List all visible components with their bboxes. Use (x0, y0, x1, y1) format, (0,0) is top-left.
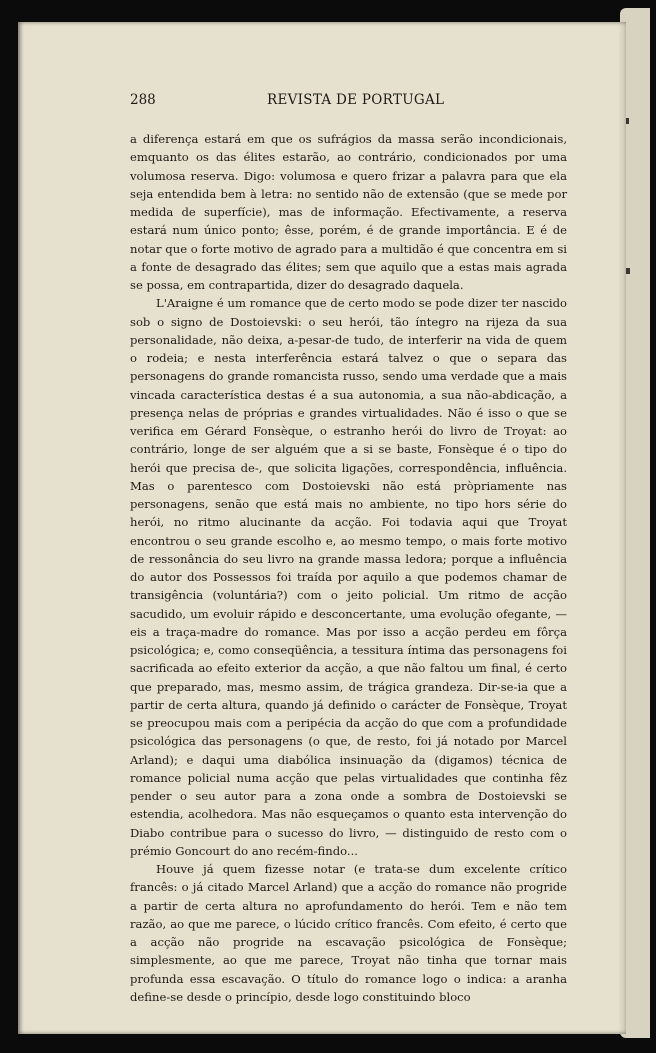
paragraph-2: L'Araigne é um romance que de certo modo se pode dizer ter nascido sob o signo de Dostoievski: o seu herói, tão íntegro na rijeza da sua personalidade, não deixa, a-pesar-de tudo, de interferir na vida de quem o rodeia; e nesta interferência estará talvez o que o separa das personagens do grande romancista russo, sendo uma verdade que a mais vincada característica destas é a sua autonomia, a sua não-abdicação, a presença nelas de próprias e grandes virtualidades. Não é isso o que se verifica em Gérard Fonsèque, o estranho herói do livro de Troyat: ao contrário, longe de ser alguém que a si se baste, Fonsèque é o tipo do herói que precisa de-, que solicita ligações, correspondência, influência. Mas o parentesco com Dostoievski não está pròpriamente nas personagens, senão que está mais no ambiente, no tipo hors série do herói, no ritmo alucinante da acção. Foi todavia aqui que Troyat encontrou o seu grande escolho e, ao mesmo tempo, o mais forte motivo de ressonância do seu livro na grande massa ledora; porque a influência do autor dos Possessos foi traída por aquilo a que podemos chamar de transigência (voluntária?) com o jeito policial. Um ritmo de acção sacudido, um evoluir rápido e desconcertante, uma evolução ofegante, — eis a traça-madre do romance. Mas por isso a acção perdeu em fôrça psicológica; e, como conseqüência, a tessitura íntima das personagens foi sacrificada ao efeito exterior da acção, a que não faltou um final, é certo que preparado, mas, mesmo assim, de trágica grandeza. Dir-se-ia que a partir de certa altura, quando já definido o carácter de Fonsèque, Troyat se preocupou mais com a peripécia da acção do que com a profundidade psicológica das personagens (o que, de resto, foi já notado por Marcel Arland); e daqui uma diabólica insinuação da (digamos) técnica de romance policial numa acção que pelas virtualidades que continha fêz pender o seu autor para a zona onde a sombra de Dostoievski se estendia, acolhedora. Mas não esqueçamos o quanto esta intervenção do Diabo contribue para o sucesso do livro, — distinguido de resto com o prémio Goncourt do ano recém-findo... (130, 296, 567, 858)
article-body (130, 130, 567, 1006)
page-gutter-shadow (618, 22, 626, 1034)
margin-mark-middle (626, 268, 630, 274)
margin-mark-top (626, 118, 629, 124)
running-head-title: REVISTA DE PORTUGAL (267, 92, 445, 108)
page-number: 288 (130, 92, 156, 108)
paragraph-1: a diferença estará em que os sufrágios da massa serão incondicionais, emquanto os das élites estarão, ao contrário, condicionados por uma volumosa reserva. Digo: volumosa e quero frizar a palavra para que ela seja entendida bem à letra: no sentido não de extensão (que se mede por medida de superfície), mas de informação. Efectivamente, a reserva estará num único ponto; êsse, porém, é de grande importância. E é de notar que o forte motivo de agrado para a multidão é que concentra em si a fonte de desagrado das élites; sem que aquilo que a estas mais agrada se possa, em contrapartida, dizer do desagrado daquela. (130, 132, 567, 292)
paragraph-3: Houve já quem fizesse notar (e trata-se dum excelente crítico francês: o já citado Marcel Arland) que a acção do romance não progride a partir de certa altura no aprofundamento do herói. Tem e não tem razão, ao que me parece, o lúcido crítico francês. Com efeito, é certo que a acção não progride na escavação psicológica de Fonsèque; simplesmente, ao que me parece, Troyat não tinha que tornar mais profunda essa escavação. O título do romance logo o indica: a aranha define-se desde o princípio, desde logo constituindo bloco (130, 862, 567, 1004)
